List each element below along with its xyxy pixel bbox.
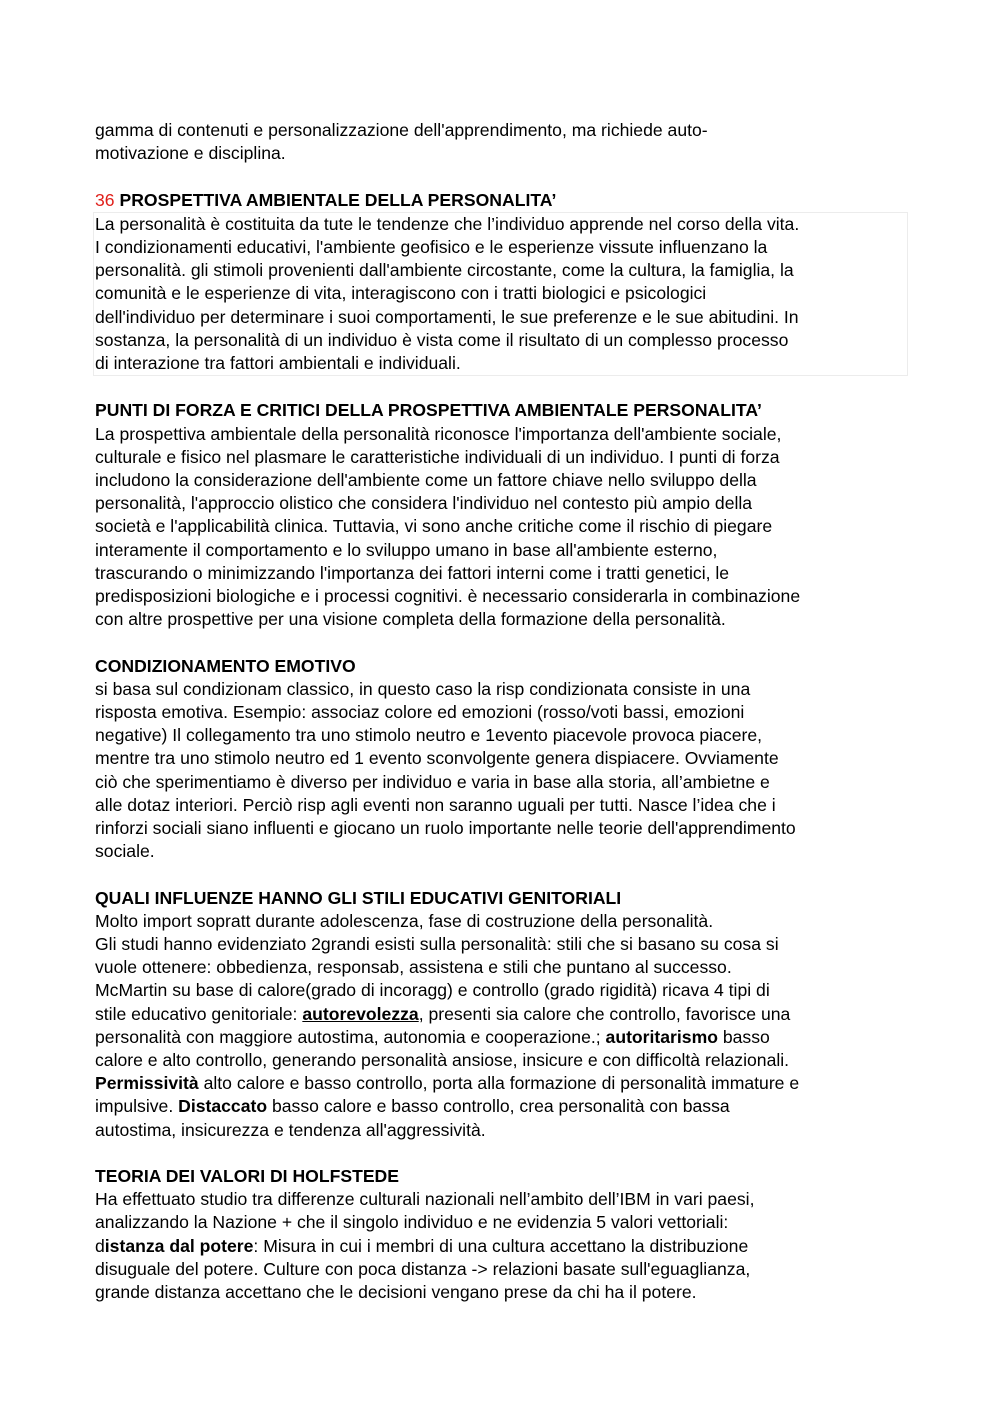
text-line [95, 1095, 907, 1118]
text-line: gamma di contenuti e personalizzazione dell'apprendimento, ma richiede auto- [95, 120, 708, 140]
section-title: PUNTI DI FORZA E CRITICI DELLA PROSPETTIVA AMBIENTALE PERSONALITA’ [95, 400, 762, 421]
text-line: includono la considerazione dell'ambiente come un fattore chiave nello sviluppo della [95, 470, 757, 491]
section-punti-di-forza [95, 399, 907, 631]
text-line: I condizionamenti educativi, l'ambiente geofisico e le esperienze vissute influenzano la [95, 237, 768, 257]
text-line: sostanza, la personalità di un individuo è vista come il risultato di un complesso processo [95, 329, 789, 350]
text-line: grande distanza accettano che le decisioni vengano prese da chi ha il potere. [95, 1282, 697, 1303]
term-autorevolezza: autorevolezza [302, 1003, 419, 1024]
text-fragment: basso [717, 1026, 770, 1047]
term-permissivita: Permissività [95, 1073, 199, 1094]
text-line: La personalità è costituita da tute le tendenze che l’individuo apprende nel corso della vita. [95, 213, 800, 234]
text-line: alle dotaz interiori. Perciò risp agli eventi non saranno uguali per tutti. Nasce l’idea che i [95, 794, 776, 815]
text-fragment: d [95, 1235, 105, 1256]
section-title: PROSPETTIVA AMBIENTALE DELLA PERSONALITA’ [119, 189, 557, 210]
text-line [95, 1072, 907, 1095]
spacer [95, 165, 907, 188]
section-title: TEORIA DEI VALORI DI HOLFSTEDE [95, 1166, 399, 1187]
text-fragment: : Misura in cui i membri di una cultura accettano la distribuzione [253, 1235, 749, 1256]
text-line: ciò che sperimentiamo è diverso per individuo e varia in base alla storia, all’ambietne e [95, 771, 770, 792]
section-stili-educativi [95, 887, 907, 1142]
text-line: comunità e le esperienze di vita, interagiscono con i tratti biologici e psicologici [95, 283, 707, 304]
spacer [95, 1142, 907, 1165]
section-36 [95, 189, 907, 377]
text-line: di interazione tra fattori ambientali e individuali. [95, 353, 461, 374]
document-page [95, 119, 907, 1304]
section-title: QUALI INFLUENZE HANNO GLI STILI EDUCATIVI GENITORIALI [95, 887, 622, 908]
text-fragment: , presenti sia calore che controllo, favorisce una [418, 1003, 791, 1024]
text-line: con altre prospettive per una visione completa della formazione della personalità. [95, 609, 726, 630]
text-fragment: stile educativo genitoriale: [95, 1003, 303, 1024]
intro-paragraph [95, 119, 907, 165]
text-line [95, 1026, 907, 1049]
spacer [95, 376, 907, 399]
text-line: calore e alto controllo, generando personalità ansiose, insicure e con difficoltà relazionali. [95, 1050, 790, 1071]
text-line: Molto import sopratt durante adolescenza, fase di costruzione della personalità. [95, 910, 714, 931]
text-line: autostima, insicurezza e tendenza all'aggressività. [95, 1119, 486, 1140]
text-line: disuguale del potere. Culture con poca distanza -> relazioni basate sull'eguaglianza, [95, 1258, 751, 1279]
text-line: Gli studi hanno evidenziato 2grandi esisti sulla personalità: stili che si basano su cosa si [95, 934, 779, 955]
section-condizionamento-emotivo [95, 655, 907, 864]
text-line: Ha effettuato studio tra differenze culturali nazionali nell’ambito dell’IBM in vari paesi, [95, 1189, 755, 1210]
term-autoritarismo: autoritarismo [605, 1026, 718, 1047]
text-line: analizzando la Nazione + che il singolo individuo e ne evidenzia 5 valori vettoriali: [95, 1212, 729, 1233]
spacer [95, 863, 907, 886]
text-line: culturale e fisico nel plasmare le caratteristiche individuali di un individuo. I punti di forza [95, 446, 780, 467]
boxed-paragraph [93, 212, 908, 376]
text-line: rinforzi sociali siano influenti e giocano un ruolo importante nelle teorie dell'apprendimento [95, 818, 796, 839]
section-title: CONDIZIONAMENTO EMOTIVO [95, 655, 356, 676]
text-fragment: basso calore e basso controllo, crea personalità con bassa [267, 1096, 730, 1117]
text-line: vuole ottenere: obbedienza, responsab, assistena e stili che puntano al successo. [95, 957, 732, 978]
text-line: dell'individuo per determinare i suoi comportamenti, le sue preferenze e le sue abitudini. In [95, 306, 799, 327]
text-line: sociale. [95, 841, 155, 862]
text-line: La prospettiva ambientale della personalità riconosce l'importanza dell'ambiente sociale, [95, 423, 782, 444]
text-line: risposta emotiva. Esempio: associaz colore ed emozioni (rosso/voti bassi, emozioni [95, 702, 745, 723]
text-line: negative) Il collegamento tra uno stimolo neutro e 1evento piacevole provoca piacere, [95, 725, 763, 746]
text-fragment: impulsive. [95, 1096, 179, 1117]
term-distaccato: Distaccato [178, 1096, 268, 1117]
text-line: personalità. gli stimoli provenienti dall'ambiente circostante, come la cultura, la famiglia, la [95, 260, 794, 281]
section-holfstede [95, 1165, 907, 1304]
section-heading [95, 189, 907, 212]
text-line: trascurando o minimizzando l'importanza dei fattori interni come i tratti genetici, le [95, 562, 730, 583]
text-line: motivazione e disciplina. [95, 143, 286, 164]
text-line: mentre tra uno stimolo neutro ed 1 evento sconvolgente genera dispiacere. Ovviamente [95, 748, 779, 769]
text-line: interamente il comportamento e lo sviluppo umano in base all'ambiente esterno, [95, 539, 718, 560]
text-fragment: personalità con maggiore autostima, autonomia e cooperazione.; [95, 1026, 606, 1047]
text-line: McMartin su base di calore(grado di incoragg) e controllo (grado rigidità) ricava 4 tipi di [95, 980, 770, 1001]
text-fragment: alto calore e basso controllo, porta alla formazione di personalità immature e [198, 1073, 800, 1094]
text-line: predisposizioni biologiche e i processi cognitivi. è necessario considerarla in combinazione [95, 586, 801, 607]
text-line [95, 1235, 907, 1258]
term-distanza-dal-potere: istanza dal potere [104, 1235, 254, 1256]
section-number: 36 [95, 189, 115, 210]
spacer [95, 631, 907, 654]
text-line: società e l'applicabilità clinica. Tuttavia, vi sono anche critiche come il rischio di piegare [95, 516, 773, 537]
text-line: si basa sul condizionam classico, in questo caso la risp condizionata consiste in una [95, 678, 751, 699]
text-line [95, 1003, 907, 1026]
text-line: personalità, l'approccio olistico che considera l'individuo nel contesto più ampio della [95, 493, 753, 514]
